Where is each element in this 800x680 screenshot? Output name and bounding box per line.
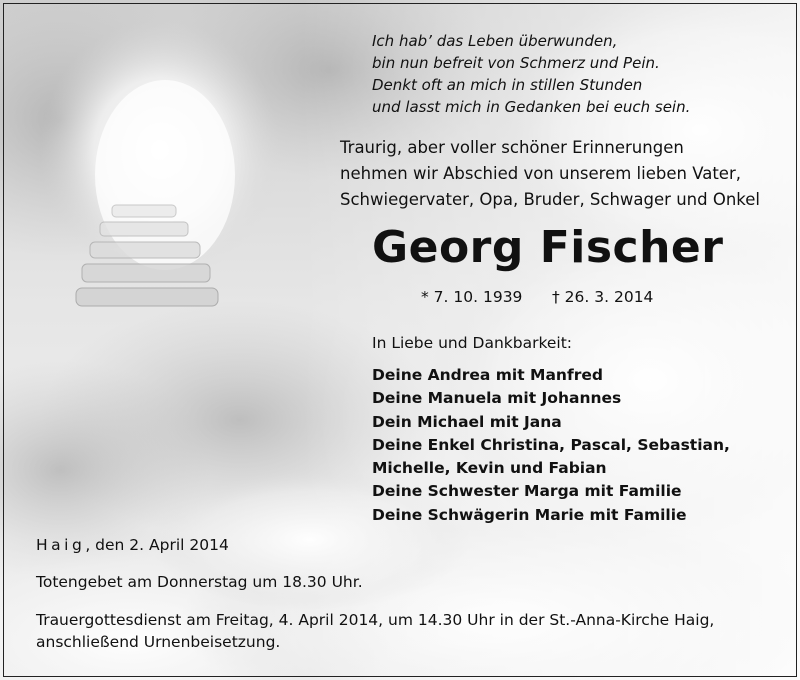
memorial-verse [372, 30, 792, 118]
notice-date: , den 2. April 2014 [85, 536, 229, 554]
mourners-heading: In Liebe und Dankbarkeit: [372, 334, 573, 352]
verse-line: und lasst mich in Gedanken bei euch sein. [372, 98, 691, 116]
verse-line: Ich hab’ das Leben überwunden, [372, 32, 618, 50]
birth-date: * 7. 10. 1939 [421, 288, 523, 306]
deceased-name: Georg Fischer [372, 222, 724, 273]
place-and-date [36, 536, 229, 554]
prayer-announcement: Totengebet am Donnerstag um 18.30 Uhr. [36, 573, 363, 591]
service-line: Trauergottesdienst am Freitag, 4. April 2014, um 14.30 Uhr in der St.-Anna-Kirche Haig, [36, 611, 715, 629]
verse-line: bin nun befreit von Schmerz und Pein. [372, 54, 660, 72]
death-date: † 26. 3. 2014 [552, 288, 654, 306]
service-line: anschließend Urnenbeisetzung. [36, 633, 281, 651]
mourner-line: Deine Enkel Christina, Pascal, Sebastian, [372, 435, 730, 454]
mourner-line: Dein Michael mit Jana [372, 412, 562, 431]
funeral-service-info [36, 609, 796, 653]
mourner-line: Deine Schwägerin Marie mit Familie [372, 505, 687, 524]
mourner-line: Deine Andrea mit Manfred [372, 366, 603, 384]
mourner-line: Deine Schwester Marga mit Familie [372, 482, 682, 501]
intro-line: Schwiegervater, Opa, Bruder, Schwager und Onkel [340, 190, 760, 209]
farewell-intro [340, 135, 790, 213]
intro-line: Traurig, aber voller schöner Erinnerungen [340, 138, 684, 157]
mourner-line: Michelle, Kevin und Fabian [372, 459, 607, 478]
intro-line: nehmen wir Abschied von unserem lieben Vater, [340, 164, 741, 183]
mourners-list [372, 364, 792, 527]
verse-line: Denkt oft an mich in stillen Stunden [372, 76, 643, 94]
town-name: Haig [36, 536, 86, 554]
mourner-line: Deine Manuela mit Johannes [372, 389, 622, 408]
